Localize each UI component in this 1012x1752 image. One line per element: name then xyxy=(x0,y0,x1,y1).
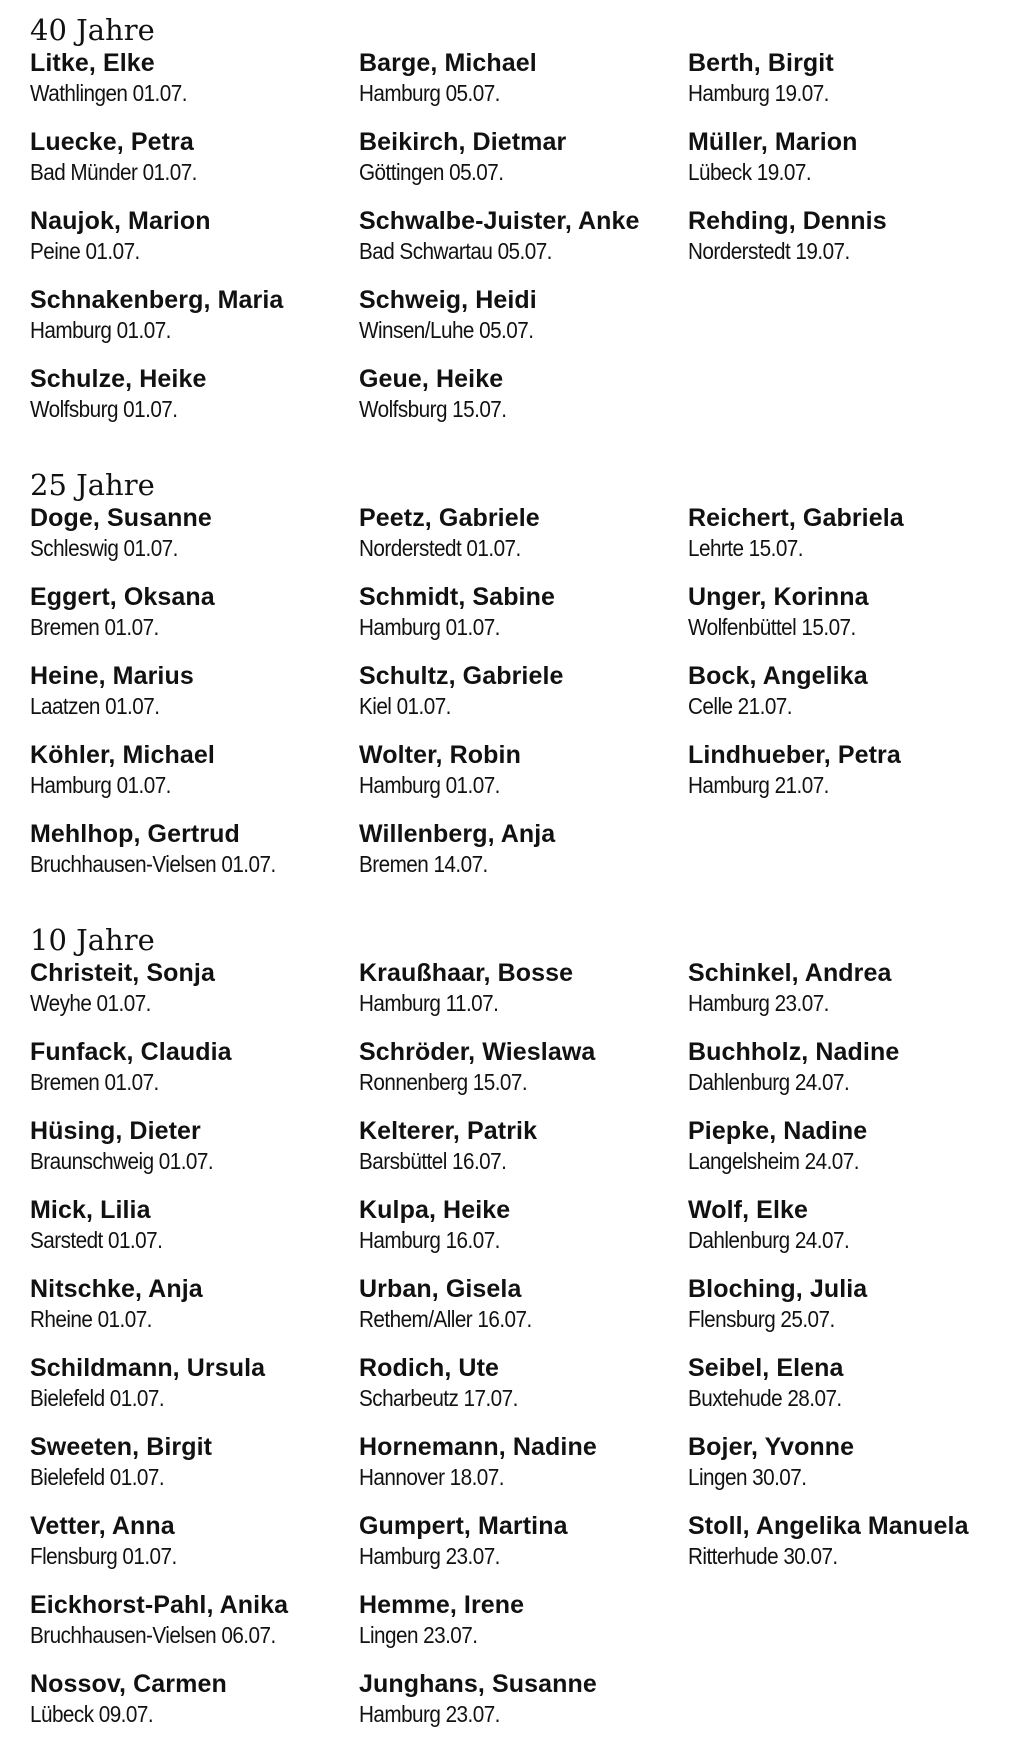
person-name: Reichert, Gabriela xyxy=(688,504,904,532)
name-column xyxy=(359,48,688,443)
person-name: Schwalbe-Juister, Anke xyxy=(359,207,640,235)
list-item xyxy=(30,127,359,206)
person-name: Geue, Heike xyxy=(359,365,504,393)
location-date: Hamburg 01.07. xyxy=(30,772,171,798)
list-item xyxy=(688,740,988,819)
list-item xyxy=(359,48,688,127)
person-name: Peetz, Gabriele xyxy=(359,504,540,532)
location-date: Scharbeutz 17.07. xyxy=(359,1385,518,1411)
section-10-jahre xyxy=(30,922,990,1748)
location-date: Hamburg 05.07. xyxy=(359,80,500,106)
location-date: Hannover 18.07. xyxy=(359,1464,504,1490)
person-name: Schulze, Heike xyxy=(30,365,207,393)
person-name: Schröder, Wieslawa xyxy=(359,1038,596,1066)
list-item xyxy=(359,503,688,582)
location-date: Peine 01.07. xyxy=(30,238,140,264)
person-name: Willenberg, Anja xyxy=(359,820,556,848)
person-name: Eggert, Oksana xyxy=(30,583,215,611)
list-item xyxy=(30,958,359,1037)
list-item xyxy=(30,819,359,898)
section-40-jahre xyxy=(30,12,990,443)
location-date: Göttingen 05.07. xyxy=(359,159,504,185)
list-item xyxy=(359,740,688,819)
person-name: Schnakenberg, Maria xyxy=(30,286,284,314)
list-item xyxy=(688,582,988,661)
person-name: Mehlhop, Gertrud xyxy=(30,820,240,848)
person-name: Junghans, Susanne xyxy=(359,1670,597,1698)
location-date: Buxtehude 28.07. xyxy=(688,1385,842,1411)
name-column xyxy=(359,503,688,898)
list-item xyxy=(30,582,359,661)
person-name: Christeit, Sonja xyxy=(30,959,215,987)
list-item xyxy=(30,364,359,443)
location-date: Flensburg 25.07. xyxy=(688,1306,835,1332)
list-item xyxy=(359,1037,688,1116)
list-item xyxy=(30,661,359,740)
list-item xyxy=(30,1195,359,1274)
section-heading: 10 Jahre xyxy=(30,923,155,957)
location-date: Hamburg 23.07. xyxy=(359,1701,500,1727)
name-grid xyxy=(30,48,990,443)
location-date: Hamburg 21.07. xyxy=(688,772,829,798)
person-name: Seibel, Elena xyxy=(688,1354,844,1382)
list-item xyxy=(359,582,688,661)
location-date: Rheine 01.07. xyxy=(30,1306,152,1332)
name-column xyxy=(359,958,688,1748)
location-date: Bruchhausen-Vielsen 01.07. xyxy=(30,851,276,877)
name-grid xyxy=(30,958,990,1748)
list-item xyxy=(30,1037,359,1116)
list-item xyxy=(359,364,688,443)
location-date: Wathlingen 01.07. xyxy=(30,80,187,106)
list-item xyxy=(688,1195,988,1274)
person-name: Bojer, Yvonne xyxy=(688,1433,855,1461)
list-item xyxy=(359,1353,688,1432)
person-name: Doge, Susanne xyxy=(30,504,212,532)
list-item xyxy=(30,48,359,127)
location-date: Bad Münder 01.07. xyxy=(30,159,197,185)
location-date: Wolfenbüttel 15.07. xyxy=(688,614,856,640)
location-date: Ronnenberg 15.07. xyxy=(359,1069,528,1095)
person-name: Hornemann, Nadine xyxy=(359,1433,597,1461)
location-date: Lehrte 15.07. xyxy=(688,535,803,561)
person-name: Buchholz, Nadine xyxy=(688,1038,900,1066)
person-name: Sweeten, Birgit xyxy=(30,1433,213,1461)
location-date: Ritterhude 30.07. xyxy=(688,1543,838,1569)
location-date: Bielefeld 01.07. xyxy=(30,1464,165,1490)
location-date: Flensburg 01.07. xyxy=(30,1543,177,1569)
person-name: Eickhorst-Pahl, Anika xyxy=(30,1591,289,1619)
list-item xyxy=(30,206,359,285)
person-name: Schinkel, Andrea xyxy=(688,959,892,987)
person-name: Kulpa, Heike xyxy=(359,1196,511,1224)
location-date: Hamburg 11.07. xyxy=(359,990,499,1016)
list-item xyxy=(359,285,688,364)
location-date: Hamburg 01.07. xyxy=(359,772,500,798)
location-date: Laatzen 01.07. xyxy=(30,693,160,719)
person-name: Heine, Marius xyxy=(30,662,194,690)
location-date: Langelsheim 24.07. xyxy=(688,1148,859,1174)
person-name: Rodich, Ute xyxy=(359,1354,499,1382)
location-date: Lingen 30.07. xyxy=(688,1464,807,1490)
person-name: Urban, Gisela xyxy=(359,1275,522,1303)
list-item xyxy=(688,1274,988,1353)
person-name: Vetter, Anna xyxy=(30,1512,175,1540)
location-date: Hamburg 23.07. xyxy=(359,1543,500,1569)
location-date: Dahlenburg 24.07. xyxy=(688,1069,850,1095)
person-name: Nossov, Carmen xyxy=(30,1670,227,1698)
list-item xyxy=(30,1590,359,1669)
location-date: Schleswig 01.07. xyxy=(30,535,178,561)
list-item xyxy=(30,740,359,819)
name-column xyxy=(30,48,359,443)
person-name: Schildmann, Ursula xyxy=(30,1354,266,1382)
person-name: Beikirch, Dietmar xyxy=(359,128,567,156)
list-item xyxy=(688,661,988,740)
list-item xyxy=(359,1274,688,1353)
list-item xyxy=(688,1353,988,1432)
person-name: Litke, Elke xyxy=(30,49,155,77)
person-name: Kelterer, Patrik xyxy=(359,1117,538,1145)
location-date: Rethem/Aller 16.07. xyxy=(359,1306,532,1332)
list-item xyxy=(30,1274,359,1353)
location-date: Sarstedt 01.07. xyxy=(30,1227,163,1253)
person-name: Schweig, Heidi xyxy=(359,286,537,314)
person-name: Piepke, Nadine xyxy=(688,1117,868,1145)
person-name: Berth, Birgit xyxy=(688,49,834,77)
person-name: Hüsing, Dieter xyxy=(30,1117,201,1145)
list-item xyxy=(359,127,688,206)
location-date: Hamburg 19.07. xyxy=(688,80,829,106)
location-date: Bremen 01.07. xyxy=(30,1069,159,1095)
location-date: Hamburg 01.07. xyxy=(359,614,500,640)
person-name: Unger, Korinna xyxy=(688,583,869,611)
location-date: Dahlenburg 24.07. xyxy=(688,1227,850,1253)
location-date: Norderstedt 19.07. xyxy=(688,238,850,264)
section-heading: 40 Jahre xyxy=(30,13,155,47)
person-name: Köhler, Michael xyxy=(30,741,215,769)
person-name: Mick, Lilia xyxy=(30,1196,151,1224)
list-item xyxy=(688,503,988,582)
name-grid xyxy=(30,503,990,898)
location-date: Hamburg 01.07. xyxy=(30,317,171,343)
name-column xyxy=(688,48,988,443)
name-column xyxy=(30,958,359,1748)
location-date: Braunschweig 01.07. xyxy=(30,1148,214,1174)
person-name: Bock, Angelika xyxy=(688,662,868,690)
location-date: Bielefeld 01.07. xyxy=(30,1385,165,1411)
location-date: Hamburg 23.07. xyxy=(688,990,829,1016)
list-item xyxy=(30,1669,359,1748)
list-item xyxy=(688,48,988,127)
person-name: Schultz, Gabriele xyxy=(359,662,564,690)
location-date: Winsen/Luhe 05.07. xyxy=(359,317,534,343)
person-name: Lindhueber, Petra xyxy=(688,741,901,769)
person-name: Stoll, Angelika Manuela xyxy=(688,1512,969,1540)
section-25-jahre xyxy=(30,467,990,898)
person-name: Funfack, Claudia xyxy=(30,1038,232,1066)
list-item xyxy=(688,1511,988,1590)
name-column xyxy=(30,503,359,898)
location-date: Lübeck 19.07. xyxy=(688,159,812,185)
location-date: Kiel 01.07. xyxy=(359,693,451,719)
list-item xyxy=(688,1116,988,1195)
location-date: Bruchhausen-Vielsen 06.07. xyxy=(30,1622,276,1648)
location-date: Bremen 01.07. xyxy=(30,614,159,640)
location-date: Weyhe 01.07. xyxy=(30,990,151,1016)
list-item xyxy=(30,503,359,582)
list-item xyxy=(359,1195,688,1274)
list-item xyxy=(688,1432,988,1511)
location-date: Bad Schwartau 05.07. xyxy=(359,238,552,264)
list-item xyxy=(359,958,688,1037)
list-item xyxy=(359,1511,688,1590)
person-name: Müller, Marion xyxy=(688,128,858,156)
list-item xyxy=(359,1669,688,1748)
list-item xyxy=(30,1432,359,1511)
location-date: Celle 21.07. xyxy=(688,693,793,719)
person-name: Rehding, Dennis xyxy=(688,207,887,235)
list-item xyxy=(359,1116,688,1195)
list-item xyxy=(359,819,688,898)
list-item xyxy=(30,1353,359,1432)
person-name: Luecke, Petra xyxy=(30,128,194,156)
list-item xyxy=(688,127,988,206)
person-name: Naujok, Marion xyxy=(30,207,211,235)
list-item xyxy=(359,206,688,285)
location-date: Hamburg 16.07. xyxy=(359,1227,500,1253)
section-heading: 25 Jahre xyxy=(30,468,155,502)
list-item xyxy=(30,1511,359,1590)
person-name: Gumpert, Martina xyxy=(359,1512,568,1540)
list-item xyxy=(359,1590,688,1669)
list-item xyxy=(359,661,688,740)
name-column xyxy=(688,958,988,1748)
list-item xyxy=(359,1432,688,1511)
location-date: Lübeck 09.07. xyxy=(30,1701,154,1727)
person-name: Wolf, Elke xyxy=(688,1196,809,1224)
list-item xyxy=(30,285,359,364)
location-date: Lingen 23.07. xyxy=(359,1622,478,1648)
person-name: Kraußhaar, Bosse xyxy=(359,959,574,987)
location-date: Norderstedt 01.07. xyxy=(359,535,521,561)
list-item xyxy=(688,206,988,285)
location-date: Barsbüttel 16.07. xyxy=(359,1148,507,1174)
person-name: Wolter, Robin xyxy=(359,741,521,769)
name-column xyxy=(688,503,988,898)
list-item xyxy=(688,1037,988,1116)
location-date: Bremen 14.07. xyxy=(359,851,488,877)
person-name: Schmidt, Sabine xyxy=(359,583,555,611)
person-name: Barge, Michael xyxy=(359,49,537,77)
person-name: Hemme, Irene xyxy=(359,1591,525,1619)
location-date: Wolfsburg 01.07. xyxy=(30,396,178,422)
list-item xyxy=(688,958,988,1037)
location-date: Wolfsburg 15.07. xyxy=(359,396,507,422)
list-item xyxy=(30,1116,359,1195)
person-name: Bloching, Julia xyxy=(688,1275,868,1303)
person-name: Nitschke, Anja xyxy=(30,1275,203,1303)
